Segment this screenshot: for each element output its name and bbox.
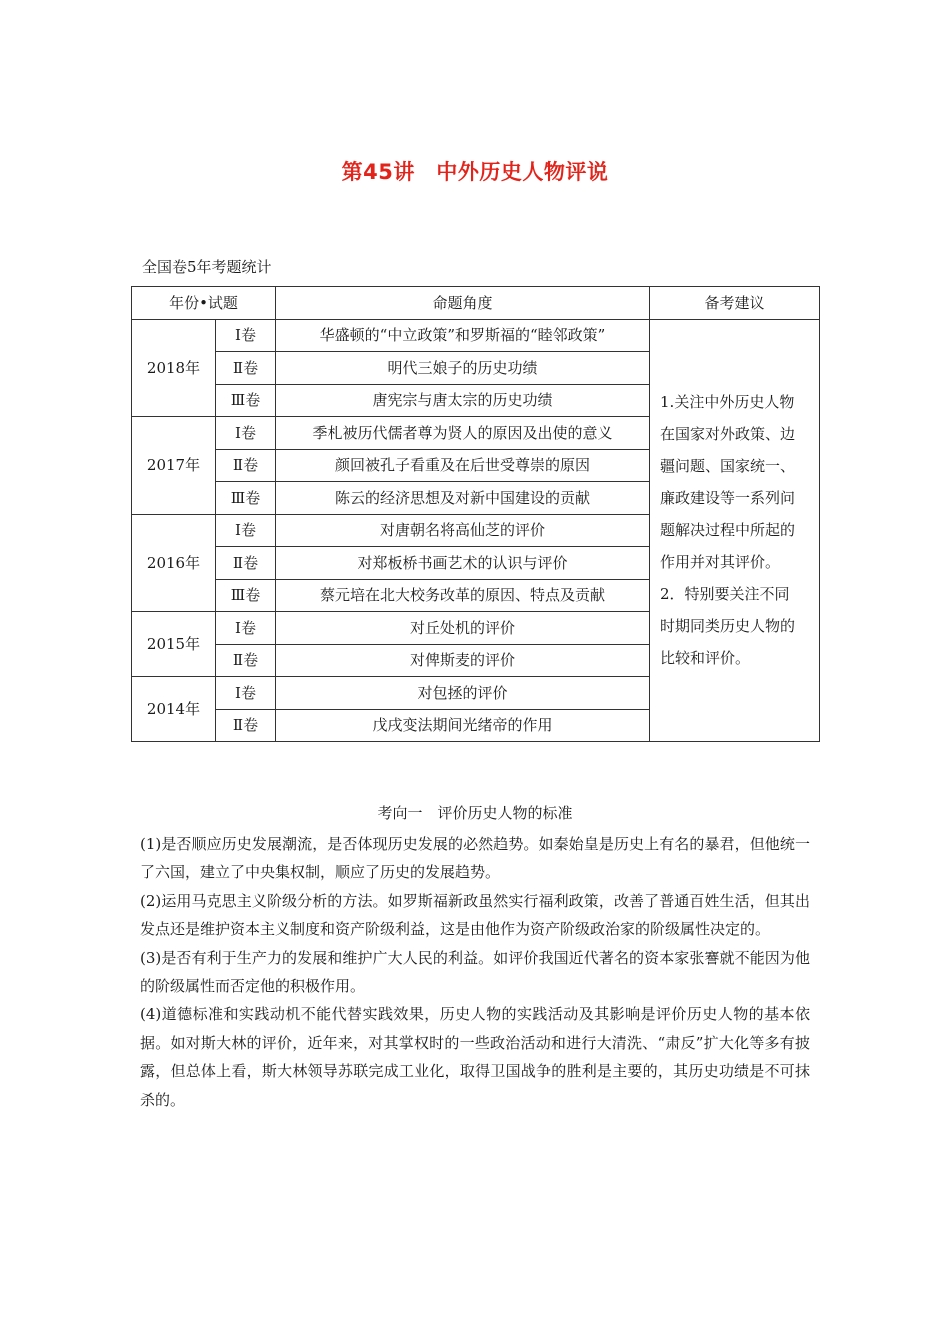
table-header-row <box>132 287 820 320</box>
section-heading: 考向一 评价历史人物的标准 <box>377 804 573 822</box>
paper-cell: Ⅲ卷 <box>216 384 276 417</box>
advice-line: 题解决过程中所起的 <box>660 521 796 540</box>
topic-cell: 陈云的经济思想及对新中国建设的贡献 <box>276 482 650 515</box>
header-advice: 备考建议 <box>650 287 820 320</box>
topic-cell: 季札被历代儒者尊为贤人的原因及出使的意义 <box>276 417 650 450</box>
paper-cell: Ⅱ卷 <box>216 709 276 742</box>
paragraph: (2)运用马克思主义阶级分析的方法。如罗斯福新政虽然实行福利政策，改善了普通百姓生活，但其出发点还是维护资本主义制度和资产阶级利益，这是由他作为资产阶级政治家的阶级属性决定的。 <box>140 891 810 939</box>
header-topic: 命题角度 <box>276 287 650 320</box>
year-cell: 2017年 <box>132 417 216 515</box>
advice-line: 比较和评价。 <box>660 649 751 668</box>
paper-cell: Ⅰ卷 <box>216 319 276 352</box>
paper-cell: Ⅰ卷 <box>216 612 276 645</box>
paper-cell: Ⅰ卷 <box>216 417 276 450</box>
body-text <box>140 830 810 1114</box>
paper-cell: Ⅰ卷 <box>216 677 276 710</box>
topic-cell: 华盛顿的“中立政策”和罗斯福的“睦邻政策” <box>276 319 650 352</box>
paper-cell: Ⅲ卷 <box>216 579 276 612</box>
topic-cell: 戊戌变法期间光绪帝的作用 <box>276 709 650 742</box>
table-body <box>132 319 820 742</box>
year-cell: 2018年 <box>132 319 216 417</box>
paper-cell: Ⅰ卷 <box>216 514 276 547</box>
advice-line: 1.关注中外历史人物 <box>660 393 795 412</box>
paper-cell: Ⅱ卷 <box>216 352 276 385</box>
table-row <box>132 319 820 352</box>
topic-cell: 对唐朝名将高仙芝的评价 <box>276 514 650 547</box>
paragraph: (1)是否顺应历史发展潮流，是否体现历史发展的必然趋势。如秦始皇是历史上有名的暴君，但他统一了六国，建立了中央集权制，顺应了历史的发展趋势。 <box>140 835 810 882</box>
topic-cell: 颜回被孔子看重及在后世受尊崇的原因 <box>276 449 650 482</box>
year-cell: 2016年 <box>132 514 216 612</box>
paper-cell: Ⅱ卷 <box>216 449 276 482</box>
advice-line: 作用并对其评价。 <box>660 553 781 572</box>
advice-line: 廉政建设等一系列问 <box>660 489 796 508</box>
header-year-paper: 年份•试题 <box>132 287 276 320</box>
advice-line: 疆问题、国家统一、 <box>660 457 796 476</box>
topic-cell: 明代三娘子的历史功绩 <box>276 352 650 385</box>
exam-statistics-table <box>131 286 820 742</box>
paragraph: (4)道德标准和实践动机不能代替实践效果，历史人物的实践活动及其影响是评价历史人物的基本依据。如对斯大林的评价，近年来，对其掌权时的一些政治活动和进行大清洗、“肃反”扩大化等多有披露，但总体上看，斯大林领导苏联完成工业化，取得卫国战争的胜利是主要的，其历史功绩是不可抹杀的。 <box>140 1005 810 1109</box>
paper-cell: Ⅲ卷 <box>216 482 276 515</box>
advice-line: 在国家对外政策、边 <box>660 425 796 444</box>
topic-cell: 唐宪宗与唐太宗的历史功绩 <box>276 384 650 417</box>
table-caption: 全国卷5年考题统计 <box>142 258 272 276</box>
paragraph: (3)是否有利于生产力的发展和维护广大人民的利益。如评价我国近代著名的资本家张謇就不能因为他的阶级属性而否定他的积极作用。 <box>140 948 810 996</box>
year-cell: 2014年 <box>132 677 216 742</box>
paper-cell: Ⅱ卷 <box>216 547 276 580</box>
topic-cell: 对丘处机的评价 <box>276 612 650 645</box>
advice-line: 时期同类历史人物的 <box>660 617 796 636</box>
topic-cell: 对包拯的评价 <box>276 677 650 710</box>
advice-line: 2．特别要关注不同 <box>660 585 790 604</box>
topic-cell: 对俾斯麦的评价 <box>276 644 650 677</box>
year-cell: 2015年 <box>132 612 216 677</box>
page-title: 第45讲 中外历史人物评说 <box>341 160 609 184</box>
advice-cell <box>650 319 820 742</box>
topic-cell: 对郑板桥书画艺术的认识与评价 <box>276 547 650 580</box>
topic-cell: 蔡元培在北大校务改革的原因、特点及贡献 <box>276 579 650 612</box>
paper-cell: Ⅱ卷 <box>216 644 276 677</box>
